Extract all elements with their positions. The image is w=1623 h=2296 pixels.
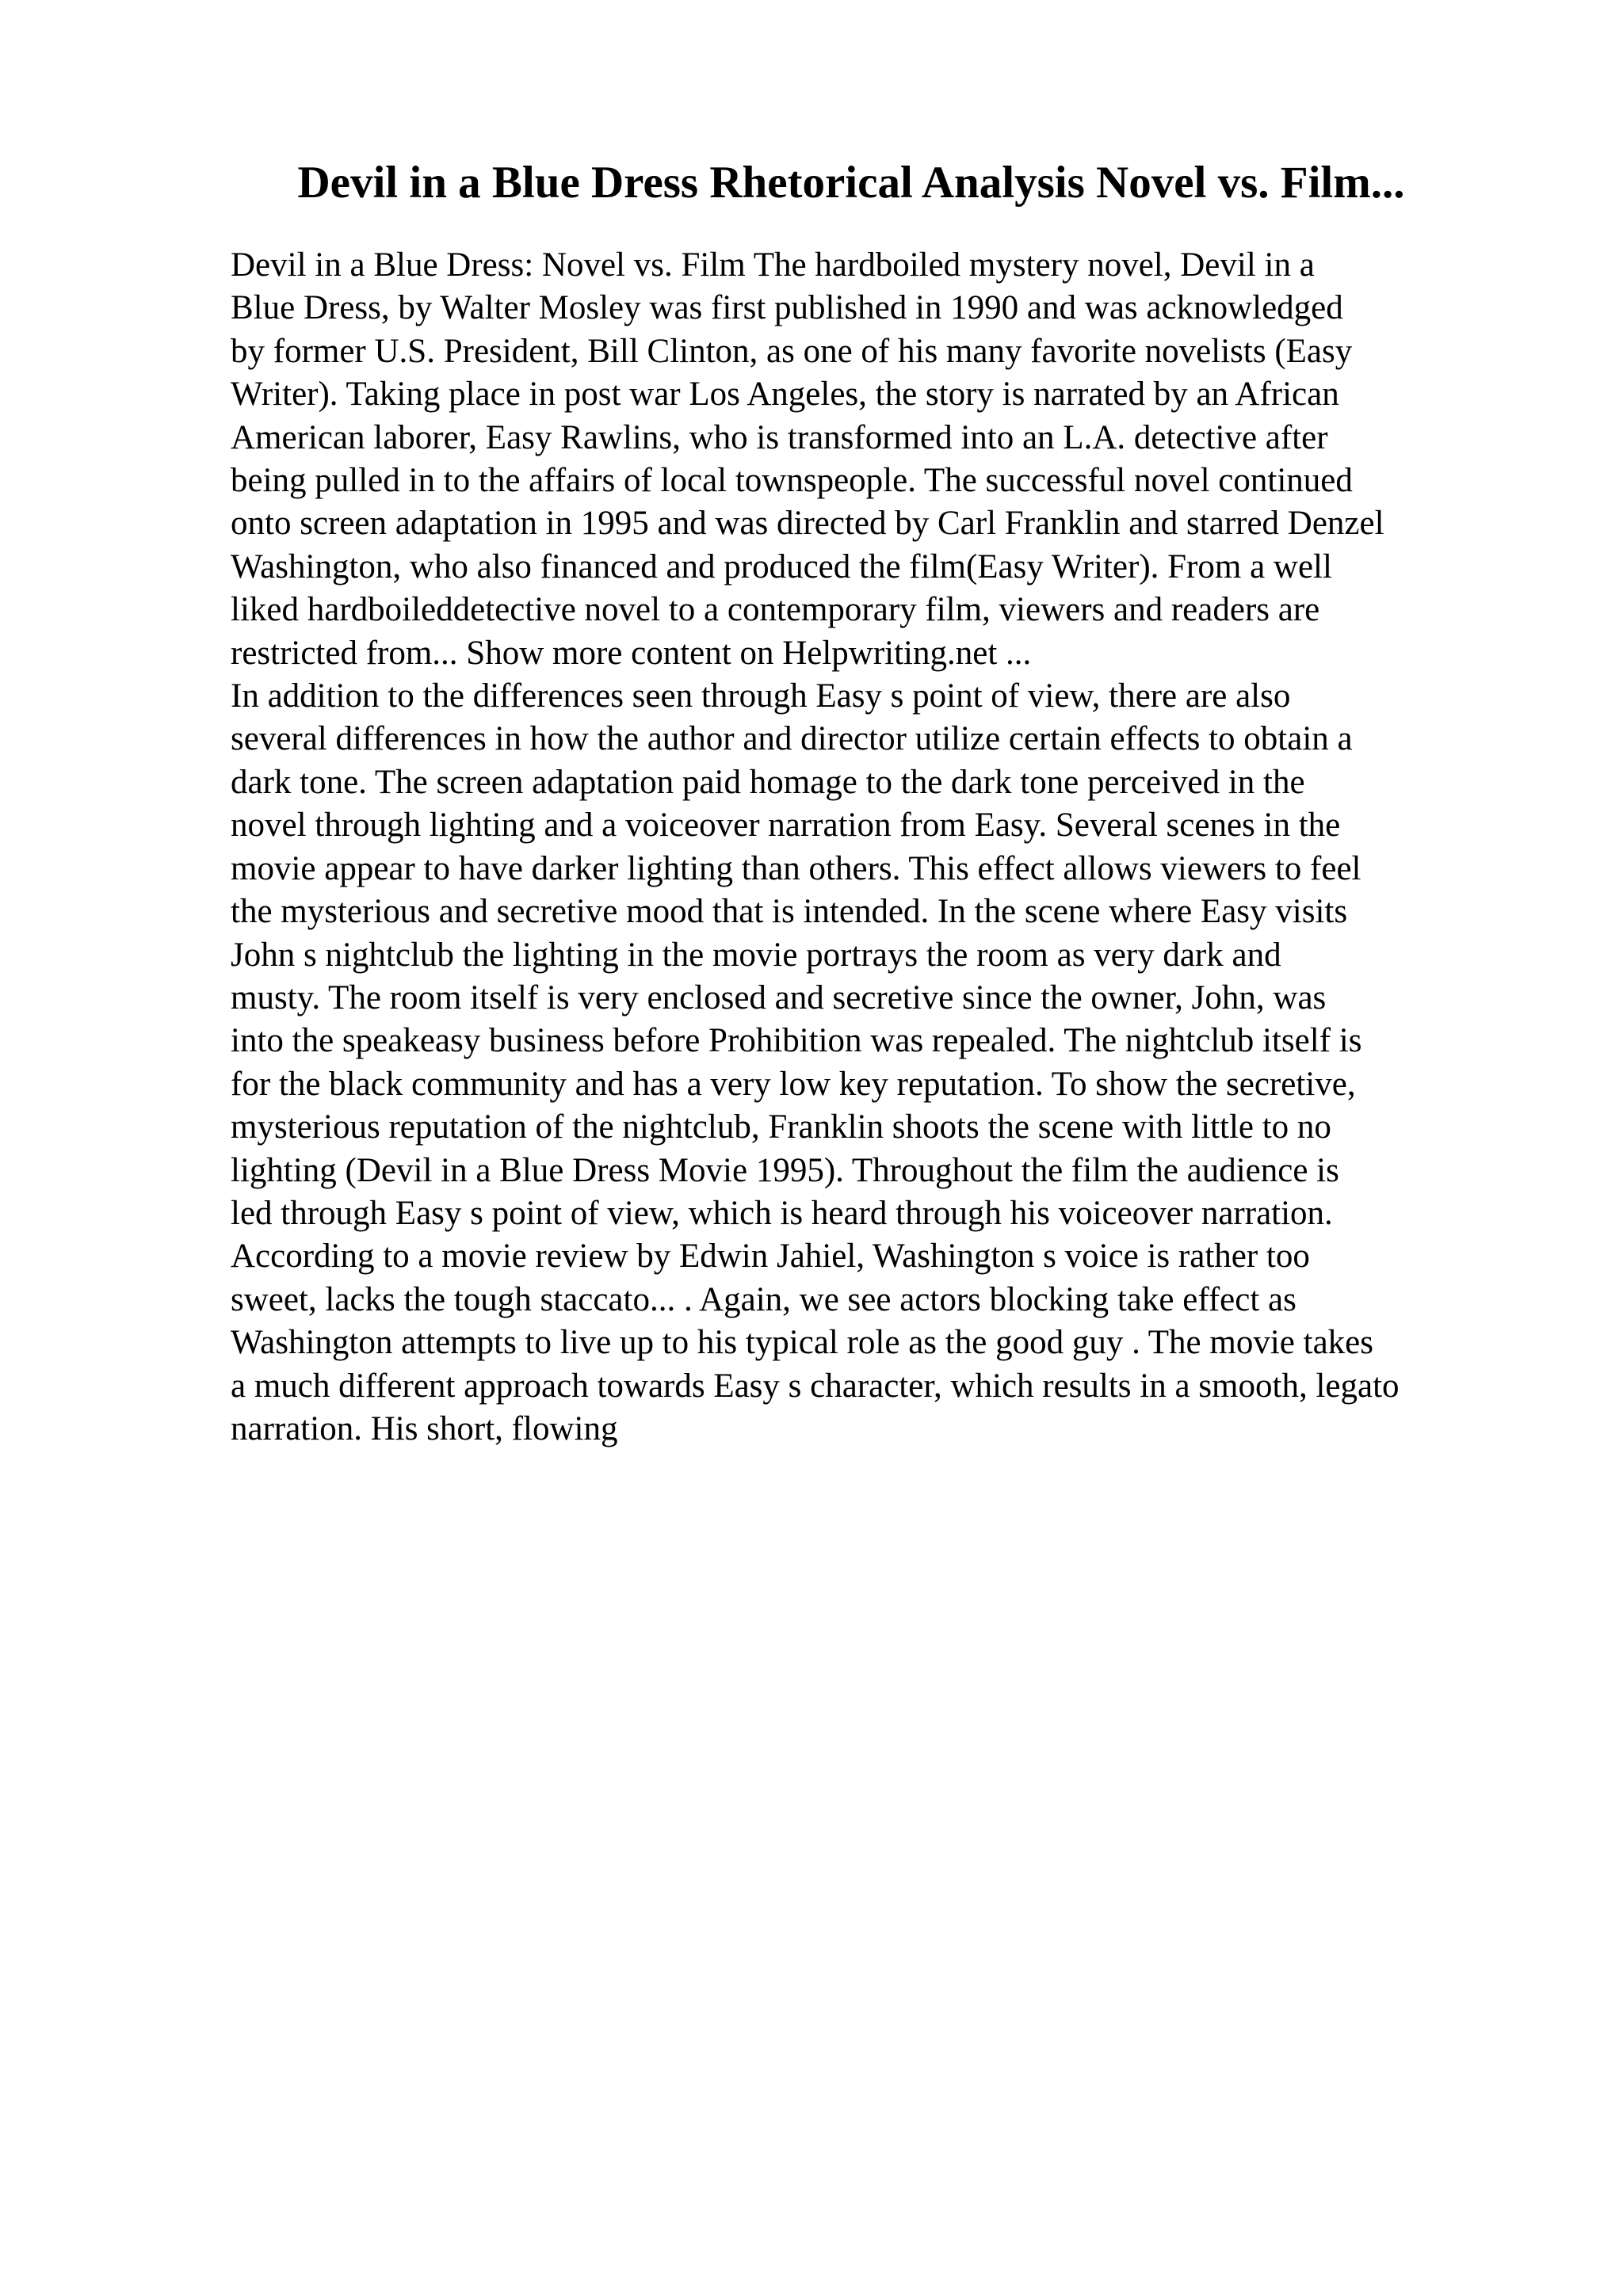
body-line: led through Easy s point of view, which is heard through his voiceover narration. [231,1194,1333,1232]
body-line: restricted from... Show more content on Helpwriting.net ... [231,634,1032,672]
body-line: Devil in a Blue Dress: Novel vs. Film The hardboiled mystery novel, Devil in a [231,246,1315,284]
body-line: Washington, who also financed and produced the film(Easy Writer). From a well [231,547,1332,585]
body-line: dark tone. The screen adaptation paid homage to the dark tone perceived in the [231,763,1305,801]
body-line: mysterious reputation of the nightclub, Franklin shoots the scene with little to no [231,1108,1331,1146]
body-line: the mysterious and secretive mood that is intended. In the scene where Easy visits [231,893,1348,931]
document-body [231,244,1514,1451]
body-line: liked hardboileddetective novel to a contemporary film, viewers and readers are [231,591,1320,629]
body-line: novel through lighting and a voiceover narration from Easy. Several scenes in the [231,807,1341,845]
body-line: lighting (Devil in a Blue Dress Movie 1995). Throughout the film the audience is [231,1151,1339,1189]
body-line: John s nightclub the lighting in the movie portrays the room as very dark and [231,936,1281,974]
body-line: by former U.S. President, Bill Clinton, as one of his many favorite novelists (Easy [231,332,1353,370]
body-line: According to a movie review by Edwin Jahiel, Washington s voice is rather too [231,1238,1310,1276]
body-line: Writer). Taking place in post war Los Angeles, the story is narrated by an African [231,376,1339,414]
body-line: for the black community and has a very low key reputation. To show the secretive, [231,1065,1356,1103]
body-line: onto screen adaptation in 1995 and was directed by Carl Franklin and starred Denzel [231,505,1384,543]
body-line: a much different approach towards Easy s character, which results in a smooth, legato [231,1367,1400,1405]
body-line: In addition to the differences seen through Easy s point of view, there are also [231,677,1291,715]
body-line: into the speakeasy business before Prohibition was repealed. The nightclub itself is [231,1022,1362,1060]
body-line: movie appear to have darker lighting than others. This effect allows viewers to feel [231,849,1361,887]
body-line: narration. His short, flowing [231,1409,618,1447]
body-line: musty. The room itself is very enclosed and secretive since the owner, John, was [231,978,1327,1016]
body-line: several differences in how the author and director utilize certain effects to obtain a [231,720,1353,758]
document-title: Devil in a Blue Dress Rhetorical Analysis Novel vs. Film... [297,158,1405,208]
body-line: sweet, lacks the tough staccato... . Again, we see actors blocking take effect as [231,1280,1296,1318]
body-line: American laborer, Easy Rawlins, who is transformed into an L.A. detective after [231,418,1328,456]
body-line: Blue Dress, by Walter Mosley was first published in 1990 and was acknowledged [231,289,1343,327]
body-line: being pulled in to the affairs of local townspeople. The successful novel continued [231,462,1353,500]
body-line: Washington attempts to live up to his typical role as the good guy . The movie takes [231,1324,1373,1362]
